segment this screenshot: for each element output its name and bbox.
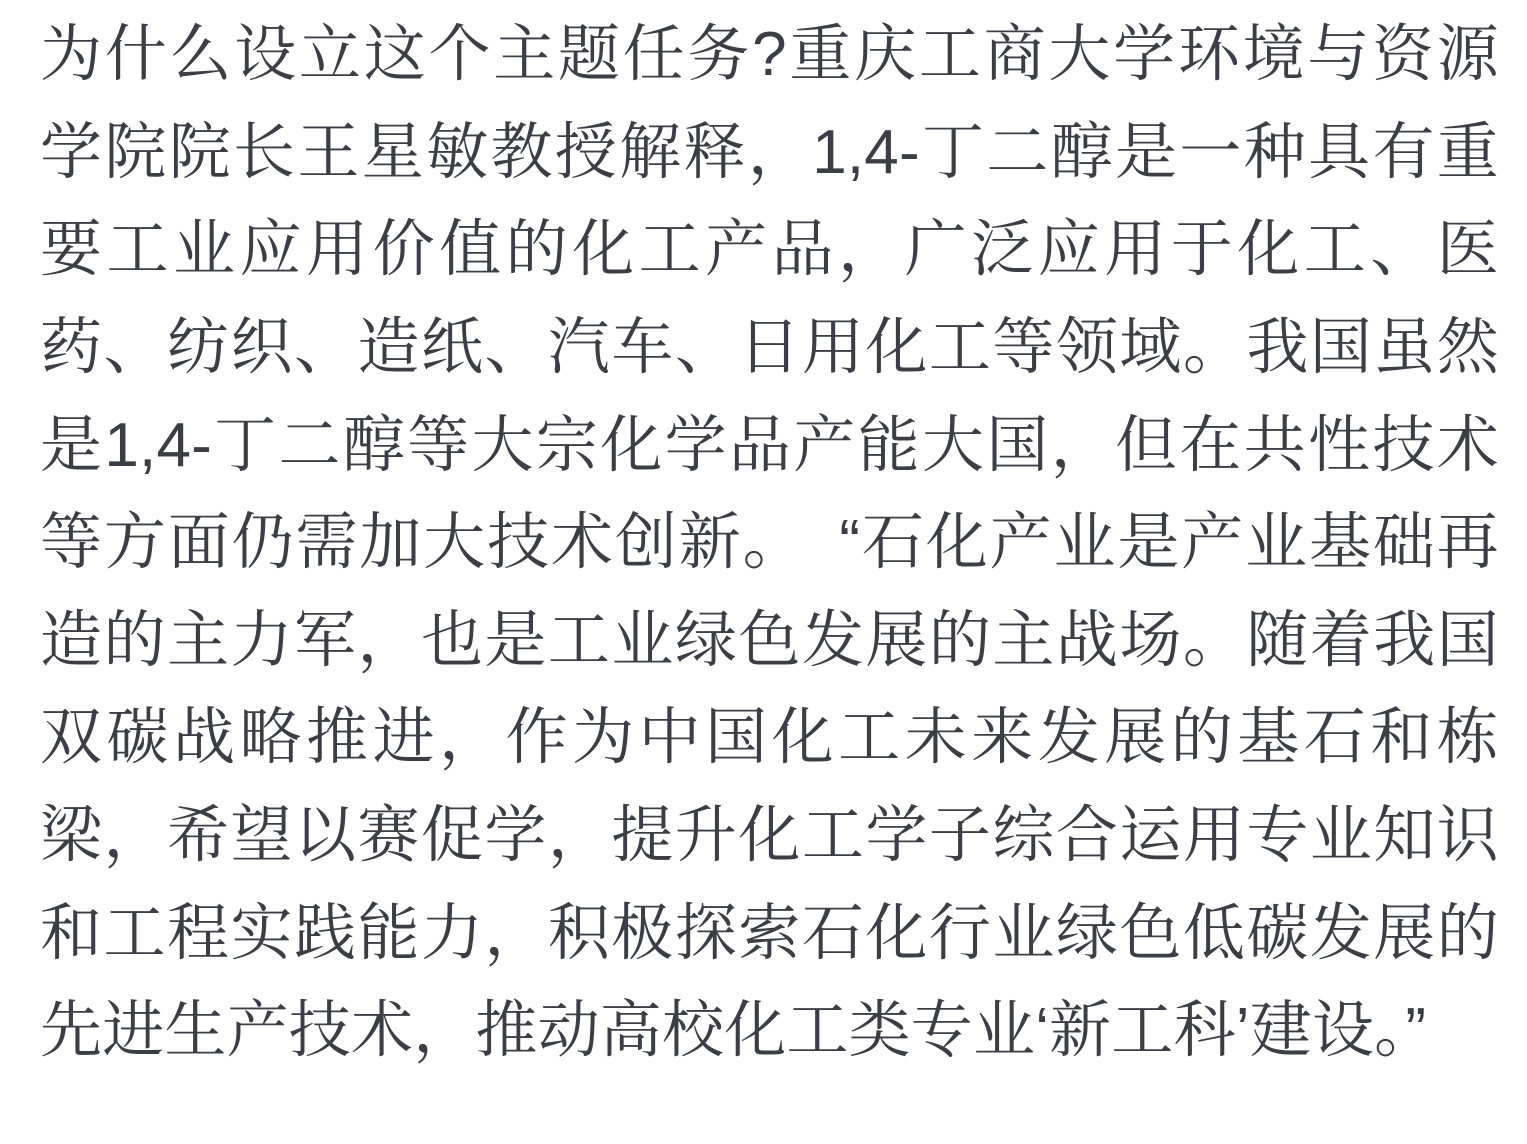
article-paragraph: 为什么设立这个主题任务?重庆工商大学环境与资源学院院长王星敏教授解释，1,4-丁二醇是一种具有重要工业应用价值的化工产品，广泛应用于化工、医药、纺织、造纸、汽车、日用化工等领域。我国虽然是1,4-丁二醇等大宗化学品产能大国，但在共性技术等方面仍需加大技术创新。 “石化产业是产业基础再造的主力军，也是工业绿色发展的主战场。随着我国双碳战略推进，作为中国化工未来发展的基石和栋梁，希望以赛促学，提升化工学子综合运用专业知识和工程实践能力，积极探索石化行业绿色低碳发展的先进生产技术，推动高校化工类专业‘新工科’建设。” xyxy=(40,20,1499,1066)
